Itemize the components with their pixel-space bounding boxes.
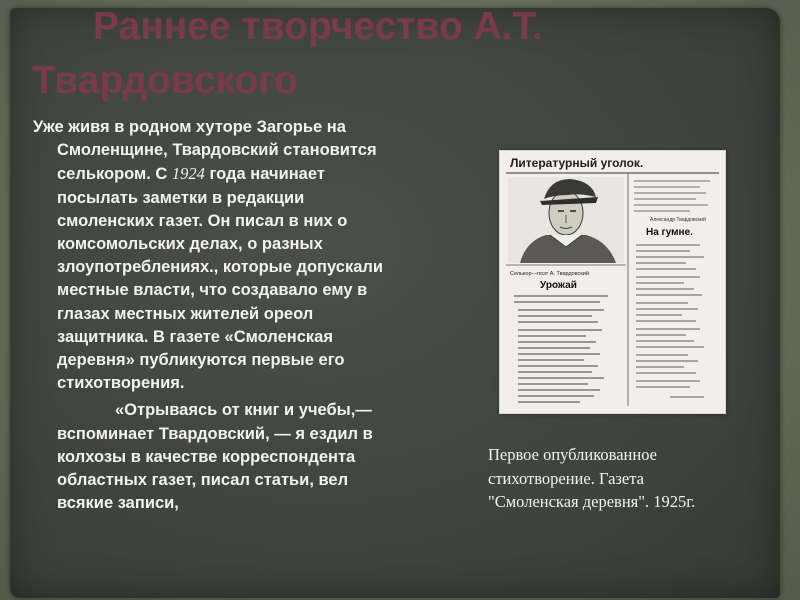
title-line-1: Раннее творчество А.Т. bbox=[93, 5, 543, 48]
newspaper-poem-title: Урожай bbox=[540, 280, 577, 291]
body-text bbox=[33, 116, 395, 515]
slide-title bbox=[32, 0, 772, 108]
caption-line-3: "Смоленская деревня". 1925г. bbox=[488, 492, 696, 511]
newspaper-right-title: На гумне. bbox=[646, 227, 693, 238]
paragraph-1-text-b: года начинает посылать заметки в редакции смоленских газет. Он писал в них о комсомольских делах, о разных злоупотреблениях., которые допускали местные власти, что создавало ему в глазах местных жителей ореол защитника. В газете «Смоленская деревня» публикуются первые его стихотворения. bbox=[57, 165, 384, 393]
paragraph-2: «Отрываясь от книг и учебы,— вспоминает Твардовский, — я ездил в колхозы в качестве корреспондента областных газет, писал статьи, вел всякие записи, bbox=[57, 401, 373, 513]
paragraph-1 bbox=[33, 116, 395, 395]
newspaper-clipping-image bbox=[499, 150, 726, 414]
newspaper-byline: Селькор—поэт А. Твардовский bbox=[510, 271, 589, 277]
image-caption bbox=[488, 443, 768, 514]
caption-line-2: стихотворение. Газета bbox=[488, 468, 644, 488]
year-1924: 1924 bbox=[171, 164, 205, 184]
portrait-illustration bbox=[508, 177, 624, 263]
title-line-2: Твардовского bbox=[32, 59, 298, 102]
caption-line-1: Первое опубликованное bbox=[488, 445, 657, 464]
paragraph-1-text-a: Уже живя в родном хуторе Загорье на Смоленщине, Твардовский становится селькором. С bbox=[33, 118, 377, 184]
newspaper-right-author: Александр Твардовский bbox=[650, 217, 706, 223]
newspaper-heading: Литературный уголок. bbox=[510, 156, 644, 170]
